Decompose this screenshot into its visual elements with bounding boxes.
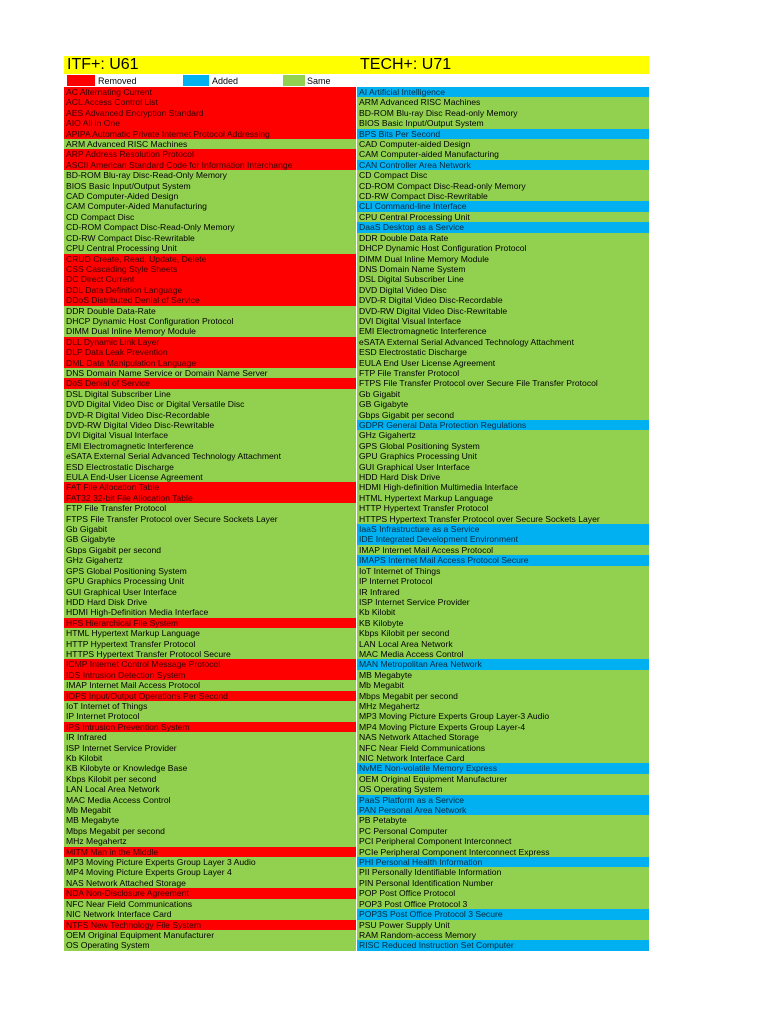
- acronym-row-added: IaaS Infrastructure as a Service: [357, 524, 649, 534]
- acronym-row-same: DVD Digital Video Disc or Digital Versatile Disc: [64, 399, 356, 409]
- acronym-row-removed: FAT32 32-bit File Allocation Table: [64, 493, 356, 503]
- legend-swatch-added: [183, 75, 209, 86]
- acronym-row-same: DNS Domain Name Service or Domain Name Server: [64, 368, 356, 378]
- acronym-row-added: PAN Personal Area Network: [357, 805, 649, 815]
- acronym-row-same: NAS Network Attached Storage: [64, 878, 356, 888]
- acronym-row-removed: AIO All in One: [64, 118, 356, 128]
- acronym-row-removed: NDA Non-Disclosure Agreement: [64, 888, 356, 898]
- acronym-row-added: CAN Controller Area Network: [357, 160, 649, 170]
- acronym-row-same: CAD Computer-Aided Design: [64, 191, 356, 201]
- acronym-row-added: MAN Metropolitan Area Network: [357, 659, 649, 669]
- acronym-row-same: GHz Gigahertz: [64, 555, 356, 565]
- acronym-row-removed: ACL Access Control List: [64, 97, 356, 107]
- acronym-row-same: DVI Digital Visual Interface: [357, 316, 649, 326]
- acronym-row-same: DVD-R Digital Video Disc-Recordable: [357, 295, 649, 305]
- acronym-row-same: DVD-R Digital Video Disc-Recordable: [64, 410, 356, 420]
- acronym-row-same: HTTP Hypertext Transfer Protocol: [64, 639, 356, 649]
- acronym-row-removed: DDoS Distributed Denial of Service: [64, 295, 356, 305]
- acronym-row-same: ARM Advanced RISC Machines: [357, 97, 649, 107]
- acronym-row-same: DIMM Dual Inline Memory Module: [64, 326, 356, 336]
- acronym-row-same: ESD Electrostatic Discharge: [357, 347, 649, 357]
- acronym-row-removed: HFS Hierarchical File System: [64, 618, 356, 628]
- acronym-row-same: GUI Graphical User Interface: [357, 462, 649, 472]
- acronym-row-same: DVD-RW Digital Video Disc-Rewritable: [357, 306, 649, 316]
- acronym-row-same: HTML Hypertext Markup Language: [64, 628, 356, 638]
- acronym-row-removed: DDL Data Definition Language: [64, 285, 356, 295]
- acronym-row-same: DNS Domain Name System: [357, 264, 649, 274]
- acronym-row-same: MP4 Moving Picture Experts Group Layer-4: [357, 722, 649, 732]
- acronym-row-removed: IDS Intrusion Detection System: [64, 670, 356, 680]
- acronym-row-same: FTP File Transfer Protocol: [357, 368, 649, 378]
- tech-u71-list: [357, 87, 649, 951]
- acronym-row-same: HDD Hard Disk Drive: [64, 597, 356, 607]
- acronym-row-removed: ARP Address Resolution Protocol: [64, 149, 356, 159]
- legend-label-added: Added: [212, 76, 239, 86]
- acronym-row-removed: MITM Man in the Middle: [64, 847, 356, 857]
- acronym-row-added: BPS Bits Per Second: [357, 129, 649, 139]
- acronym-row-same: MB Megabyte: [357, 670, 649, 680]
- acronym-row-removed: AES Advanced Encryption Standard: [64, 108, 356, 118]
- acronym-row-same: PII Personally Identifiable Information: [357, 867, 649, 877]
- acronym-row-same: CAM Computer-Aided Manufacturing: [64, 201, 356, 211]
- acronym-row-same: MHz Megahertz: [64, 836, 356, 846]
- acronym-row-same: GPU Graphics Processing Unit: [64, 576, 356, 586]
- legend-label-removed: Removed: [98, 76, 137, 86]
- acronym-row-same: PC Personal Computer: [357, 826, 649, 836]
- acronym-columns: [64, 87, 649, 951]
- acronym-row-removed: DoS Denial of Service: [64, 378, 356, 388]
- acronym-row-same: OS Operating System: [64, 940, 356, 950]
- acronym-row-same: PCI Peripheral Component Interconnect: [357, 836, 649, 846]
- acronym-row-same: IP Internet Protocol: [64, 711, 356, 721]
- acronym-row-same: BIOS Basic Input/Output System: [357, 118, 649, 128]
- acronym-row-same: POP Post Office Protocol: [357, 888, 649, 898]
- acronym-row-same: FTP File Transfer Protocol: [64, 503, 356, 513]
- acronym-row-same: BIOS Basic Input/Output System: [64, 181, 356, 191]
- acronym-row-same: EMI Electromagnetic Interference: [357, 326, 649, 336]
- acronym-row-same: Mb Megabit: [357, 680, 649, 690]
- acronym-row-same: Mb Megabit: [64, 805, 356, 815]
- acronym-row-same: CPU Central Processing Unit: [64, 243, 356, 253]
- legend-swatch-same: [283, 75, 305, 86]
- acronym-row-added: DaaS Desktop as a Service: [357, 222, 649, 232]
- acronym-row-added: CLI Command-line Interface: [357, 201, 649, 211]
- acronym-row-removed: AC Alternating Current: [64, 87, 356, 97]
- acronym-row-same: Kb Kilobit: [357, 607, 649, 617]
- acronym-row-same: HDMI High-Definition Media Interface: [64, 607, 356, 617]
- acronym-row-same: eSATA External Serial Advanced Technology Attachment: [357, 337, 649, 347]
- acronym-row-same: CD-ROM Compact Disc-Read-only Memory: [357, 181, 649, 191]
- acronym-row-added: PaaS Platform as a Service: [357, 795, 649, 805]
- acronym-row-same: CPU Central Processing Unit: [357, 212, 649, 222]
- acronym-row-same: OEM Original Equipment Manufacturer: [357, 774, 649, 784]
- acronym-row-removed: ASCII American Standard Code for Information Interchange: [64, 160, 356, 170]
- acronym-row-same: ISP Internet Service Provider: [64, 743, 356, 753]
- acronym-row-same: GPU Graphics Processing Unit: [357, 451, 649, 461]
- acronym-row-same: Mbps Megabit per second: [64, 826, 356, 836]
- acronym-row-added: NvME Non-volatile Memory Express: [357, 763, 649, 773]
- acronym-row-same: DVD-RW Digital Video Disc-Rewritable: [64, 420, 356, 430]
- acronym-row-removed: ICMP Internet Control Message Protocol: [64, 659, 356, 669]
- acronym-row-same: Gbps Gigabit per second: [357, 410, 649, 420]
- acronym-row-same: HTML Hypertext Markup Language: [357, 493, 649, 503]
- left-title: ITF+: U61: [67, 56, 139, 73]
- acronym-row-same: DIMM Dual Inline Memory Module: [357, 254, 649, 264]
- acronym-row-same: KB Kilobyte or Knowledge Base: [64, 763, 356, 773]
- acronym-row-same: KB Kilobyte: [357, 618, 649, 628]
- acronym-row-same: NIC Network Interface Card: [357, 753, 649, 763]
- acronym-row-same: Kb Kilobit: [64, 753, 356, 763]
- acronym-row-same: LAN Local Area Network: [357, 639, 649, 649]
- acronym-row-same: RAM Random-access Memory: [357, 930, 649, 940]
- acronym-row-same: MAC Media Access Control: [357, 649, 649, 659]
- acronym-row-same: HTTPS Hypertext Transfer Protocol Secure: [64, 649, 356, 659]
- acronym-row-same: CD-RW Compact Disc-Rewritable: [357, 191, 649, 201]
- acronym-row-same: IMAP Internet Mail Access Protocol: [357, 545, 649, 555]
- acronym-row-removed: CSS Cascading Style Sheets: [64, 264, 356, 274]
- acronym-row-removed: DLP Data Leak Prevention: [64, 347, 356, 357]
- legend-swatch-removed: [67, 75, 95, 86]
- acronym-row-same: HDD Hard Disk Drive: [357, 472, 649, 482]
- acronym-row-same: IMAP Internet Mail Access Protocol: [64, 680, 356, 690]
- acronym-row-same: CAM Computer-aided Manufacturing: [357, 149, 649, 159]
- acronym-row-same: ISP Internet Service Provider: [357, 597, 649, 607]
- itf-u61-list: [64, 87, 356, 951]
- acronym-row-added: RISC Reduced Instruction Set Computer: [357, 940, 649, 950]
- acronym-row-same: IR Infrared: [64, 732, 356, 742]
- acronym-row-same: DHCP Dynamic Host Configuration Protocol: [64, 316, 356, 326]
- acronym-row-same: Gb Gigabit: [357, 389, 649, 399]
- acronym-row-removed: DC Direct Current: [64, 274, 356, 284]
- acronym-row-same: EMI Electromagnetic Interference: [64, 441, 356, 451]
- acronym-row-added: PHI Personal Health Information: [357, 857, 649, 867]
- acronym-row-same: Kbps Kilobit per second: [357, 628, 649, 638]
- acronym-row-same: CD Compact Disc: [357, 170, 649, 180]
- acronym-row-added: GDPR General Data Protection Regulations: [357, 420, 649, 430]
- acronym-row-same: GPS Global Positioning System: [357, 441, 649, 451]
- acronym-row-same: Gb Gigabit: [64, 524, 356, 534]
- acronym-row-same: DHCP Dynamic Host Configuration Protocol: [357, 243, 649, 253]
- legend-label-same: Same: [307, 76, 331, 86]
- acronym-row-same: NIC Network Interface Card: [64, 909, 356, 919]
- acronym-row-same: EULA End User License Agreement: [357, 358, 649, 368]
- acronym-row-same: NFC Near Field Communications: [64, 899, 356, 909]
- acronym-row-same: MHz Megahertz: [357, 701, 649, 711]
- acronym-row-same: ESD Electrostatic Discharge: [64, 462, 356, 472]
- acronym-row-same: HTTPS Hypertext Transfer Protocol over Secure Sockets Layer: [357, 514, 649, 524]
- acronym-row-added: IDE Integrated Development Environment: [357, 534, 649, 544]
- acronym-row-same: GPS Global Positioning System: [64, 566, 356, 576]
- acronym-row-same: MB Megabyte: [64, 815, 356, 825]
- acronym-row-same: Kbps Kilobit per second: [64, 774, 356, 784]
- acronym-row-same: PCIe Peripheral Component Interconnect Express: [357, 847, 649, 857]
- acronym-row-same: GHz Gigahertz: [357, 430, 649, 440]
- acronym-row-same: BD-ROM Blu-ray Disc-Read-Only Memory: [64, 170, 356, 180]
- acronym-row-added: POP3S Post Office Protocol 3 Secure: [357, 909, 649, 919]
- right-title: TECH+: U71: [360, 56, 452, 73]
- acronym-row-same: OEM Original Equipment Manufacturer: [64, 930, 356, 940]
- acronym-row-same: Mbps Megabit per second: [357, 691, 649, 701]
- acronym-row-same: MAC Media Access Control: [64, 795, 356, 805]
- acronym-row-same: DVI Digital Visual Interface: [64, 430, 356, 440]
- acronym-row-same: eSATA External Serial Advanced Technology Attachment: [64, 451, 356, 461]
- acronym-row-same: IoT Internet of Things: [357, 566, 649, 576]
- acronym-row-same: LAN Local Area Network: [64, 784, 356, 794]
- acronym-row-same: MP3 Moving Picture Experts Group Layer-3 Audio: [357, 711, 649, 721]
- acronym-row-removed: NTFS New Technology File System: [64, 920, 356, 930]
- acronym-row-added: AI Artificial Intelligence: [357, 87, 649, 97]
- acronym-row-same: GUI Graphical User Interface: [64, 587, 356, 597]
- acronym-row-same: CD-RW Compact Disc-Rewritable: [64, 233, 356, 243]
- acronym-row-same: IP Internet Protocol: [357, 576, 649, 586]
- acronym-row-same: HTTP Hypertext Transfer Protocol: [357, 503, 649, 513]
- acronym-row-removed: APIPA Automatic Private Internet Protocol Addressing: [64, 129, 356, 139]
- acronym-row-same: PIN Personal Identification Number: [357, 878, 649, 888]
- acronym-row-removed: IOPS Input/Output Operations Per Second: [64, 691, 356, 701]
- acronym-row-same: DSL Digital Subscriber Line: [357, 274, 649, 284]
- acronym-row-added: IMAPS Internet Mail Access Protocol Secure: [357, 555, 649, 565]
- acronym-row-same: POP3 Post Office Protocol 3: [357, 899, 649, 909]
- acronym-row-same: CD Compact Disc: [64, 212, 356, 222]
- acronym-row-same: FTPS File Transfer Protocol over Secure Sockets Layer: [64, 514, 356, 524]
- acronym-row-removed: DLL Dynamic Link Layer: [64, 337, 356, 347]
- acronym-row-same: IR Infrared: [357, 587, 649, 597]
- acronym-row-same: GB Gigabyte: [64, 534, 356, 544]
- acronym-row-same: NFC Near Field Communications: [357, 743, 649, 753]
- acronym-row-removed: DML Data Manipulation Language: [64, 358, 356, 368]
- acronym-row-same: FTPS File Transfer Protocol over Secure File Transfer Protocol: [357, 378, 649, 388]
- acronym-row-same: HDMI High-definition Multimedia Interface: [357, 482, 649, 492]
- acronym-row-same: IoT Internet of Things: [64, 701, 356, 711]
- acronym-row-removed: CRUD Create, Read, Update, Delete: [64, 254, 356, 264]
- acronym-row-same: DDR Double Data Rate: [357, 233, 649, 243]
- legend: [64, 74, 649, 87]
- acronym-row-same: NAS Network Attached Storage: [357, 732, 649, 742]
- acronym-row-same: DDR Double Data-Rate: [64, 306, 356, 316]
- acronym-row-same: OS Operating System: [357, 784, 649, 794]
- acronym-row-same: CD-ROM Compact Disc-Read-Only Memory: [64, 222, 356, 232]
- comparison-sheet: [64, 56, 649, 951]
- acronym-row-same: BD-ROM Blu-ray Disc Read-only Memory: [357, 108, 649, 118]
- acronym-row-same: DSL Digital Subscriber Line: [64, 389, 356, 399]
- acronym-row-same: DVD Digital Video Disc: [357, 285, 649, 295]
- title-row: [64, 56, 649, 74]
- acronym-row-same: EULA End-User License Agreement: [64, 472, 356, 482]
- acronym-row-removed: IPS Intrusion Prevention System: [64, 722, 356, 732]
- acronym-row-same: PSU Power Supply Unit: [357, 920, 649, 930]
- acronym-row-same: MP4 Moving Picture Experts Group Layer 4: [64, 867, 356, 877]
- acronym-row-same: PB Petabyte: [357, 815, 649, 825]
- acronym-row-same: Gbps Gigabit per second: [64, 545, 356, 555]
- acronym-row-removed: FAT File Allocation Table: [64, 482, 356, 492]
- acronym-row-same: CAD Computer-aided Design: [357, 139, 649, 149]
- acronym-row-same: MP3 Moving Picture Experts Group Layer 3 Audio: [64, 857, 356, 867]
- acronym-row-same: ARM Advanced RISC Machines: [64, 139, 356, 149]
- acronym-row-same: GB Gigabyte: [357, 399, 649, 409]
